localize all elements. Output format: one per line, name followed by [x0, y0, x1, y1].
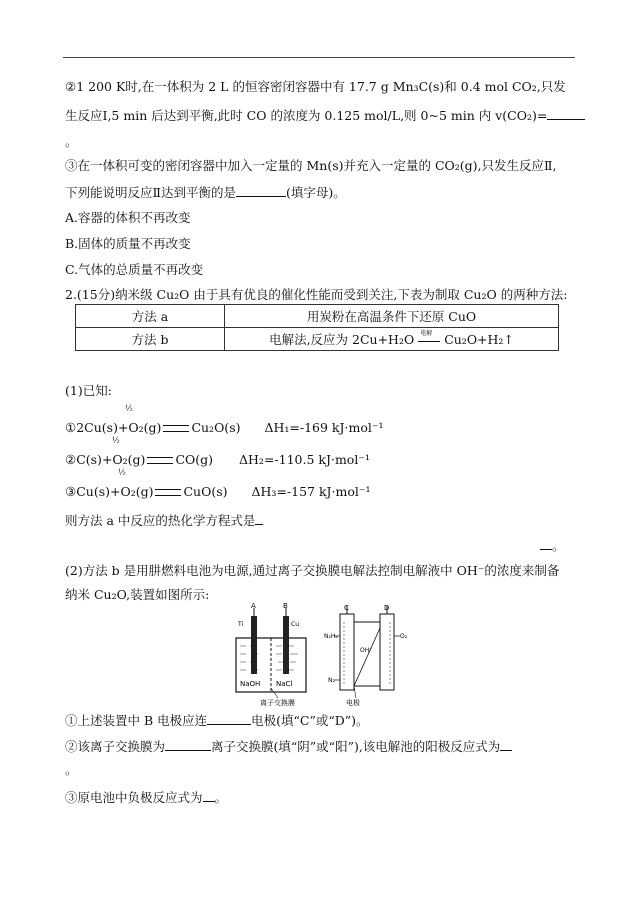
- electrolysis-sign: [418, 329, 440, 346]
- table-cell-desc: [225, 328, 559, 351]
- electrolysis-products: Cu₂O+H₂↑: [444, 332, 514, 347]
- eq1-enthalpy: ΔH₁=-169 kJ·mol⁻¹: [264, 420, 384, 435]
- ask-thermo-text: 则方法 a 中反应的热化学方程式是: [65, 513, 256, 528]
- fuel-cell: [324, 604, 408, 707]
- ask-thermo-period: 。: [552, 538, 565, 553]
- electrolysis-cell: [236, 602, 306, 707]
- q3-2-line2: [65, 107, 585, 124]
- eq1-oxygen: O₂(g): [128, 420, 162, 435]
- half-fraction: ½: [112, 436, 120, 445]
- electrolysis-reactants: 电解法,反应为 2Cu+H₂O: [269, 332, 415, 347]
- label-cu: Cu: [291, 621, 299, 628]
- electrode-a: [251, 616, 257, 674]
- eq2-right: CO(g): [175, 452, 214, 467]
- label-o2: O₂: [400, 633, 408, 640]
- equals-sign: [155, 489, 181, 496]
- eq3-right: CuO(s): [183, 484, 228, 499]
- label-naoh: NaOH: [240, 680, 261, 688]
- header-rule: [63, 57, 575, 58]
- eq3-enthalpy: ΔH₃=-157 kJ·mol⁻¹: [251, 484, 371, 499]
- answer-blank-thermo[interactable]: [255, 512, 263, 525]
- ask-thermo-end: [540, 537, 565, 554]
- half-fraction: ½: [118, 468, 126, 477]
- label-electrode: 电极: [346, 699, 360, 707]
- answer-blank-electrode[interactable]: [207, 712, 251, 725]
- option-c: C.气体的总质量不再改变: [65, 262, 204, 277]
- answer-blank-rate[interactable]: [547, 107, 585, 120]
- table-cell-method: 方法 b: [76, 328, 225, 351]
- eq2-enthalpy: ΔH₂=-110.5 kJ·mol⁻¹: [239, 452, 370, 467]
- answer-blank-negative[interactable]: [203, 789, 215, 802]
- q3-3-line2: [65, 184, 346, 201]
- label-membrane: 离子交换膜: [260, 699, 295, 707]
- option-a: A.容器的体积不再改变: [65, 210, 191, 225]
- sub-question-2-end: 。: [65, 762, 78, 777]
- q3-2-line3: 。: [65, 134, 78, 149]
- answer-blank-membrane[interactable]: [165, 738, 211, 751]
- table-row: [76, 328, 559, 351]
- q3-3-line1: ③在一体积可变的密闭容器中加入一定量的 Mn(s)并充入一定量的 CO₂(g),只发生反应Ⅱ,: [65, 158, 557, 173]
- table-cell-desc: 用炭粉在高温条件下还原 CuO: [225, 305, 559, 328]
- q3-2-line1: ②1 200 K时,在一体积为 2 L 的恒容密闭容器中有 17.7 g Mn₃C(s)和 0.4 mol CO₂,只发: [65, 79, 566, 94]
- option-b: B.固体的质量不再改变: [65, 236, 191, 251]
- eq3-left: ③Cu(s)+: [65, 484, 121, 499]
- sub-question-2: ②该离子交换膜为 离子交换膜(填“阴”或“阳”),该电解池的阳极反应式为: [65, 738, 512, 755]
- eq1-right: Cu₂O(s): [191, 420, 241, 435]
- equals-sign: [163, 425, 189, 432]
- answer-blank-anode[interactable]: [500, 738, 512, 751]
- eq1-left: ①2Cu(s)+: [65, 420, 129, 435]
- label-n2h4: N₂H₄: [324, 633, 338, 640]
- ask-thermo-equation: [65, 512, 263, 529]
- electrolysis-condition: 电解: [420, 329, 433, 337]
- half-fraction: ½: [125, 404, 133, 413]
- label-c: C: [344, 604, 349, 612]
- equals-sign: [147, 457, 173, 464]
- electrode-b: [283, 616, 289, 674]
- methods-table: [75, 304, 559, 351]
- label-nacl: NaCl: [276, 680, 293, 688]
- label-d: D: [384, 604, 390, 612]
- part2-line1: (2)方法 b 是用肼燃料电池为电源,通过离子交换膜电解法控制电解液中 OH⁻的浓度来制备: [65, 563, 560, 578]
- apparatus-figure: [228, 602, 418, 708]
- sub-question-3: ③原电池中负极反应式为 。: [65, 790, 228, 805]
- label-n2: N₂: [328, 677, 335, 684]
- q2-intro: 2.(15分)纳米级 Cu₂O 由于具有优良的催化性能而受到关注,下表为制取 Cu₂O 的两种方法:: [65, 287, 568, 302]
- eq2-left: ②C(s)+: [65, 452, 113, 467]
- label-a: A: [251, 602, 256, 610]
- label-ti: Ti: [238, 621, 244, 628]
- part2-line2: 纳米 Cu₂O,装置如图所示:: [65, 587, 210, 602]
- answer-blank-thermo-end[interactable]: [540, 537, 552, 550]
- label-b: B: [283, 602, 288, 610]
- table-cell-method: 方法 a: [76, 305, 225, 328]
- known-heading: (1)已知:: [65, 383, 112, 398]
- eq3-oxygen: O₂(g): [120, 484, 154, 499]
- answer-blank-equilibrium[interactable]: [236, 184, 286, 197]
- q3-3-line2-b: (填字母)。: [286, 185, 346, 200]
- eq2-oxygen: O₂(g): [112, 452, 146, 467]
- table-row: [76, 305, 559, 328]
- label-oh: OH⁻: [360, 647, 373, 654]
- sub-question-1: ①上述装置中 B 电极应连 电极(填“C”或“D”)。: [65, 713, 369, 728]
- q3-3-line2-a: 下列能说明反应Ⅱ达到平衡的是: [65, 185, 236, 200]
- q3-2-line2-text: 生反应Ⅰ,5 min 后达到平衡,此时 CO 的浓度为 0.125 mol/L,则 0~5 min 内 v(CO₂)=: [65, 108, 548, 123]
